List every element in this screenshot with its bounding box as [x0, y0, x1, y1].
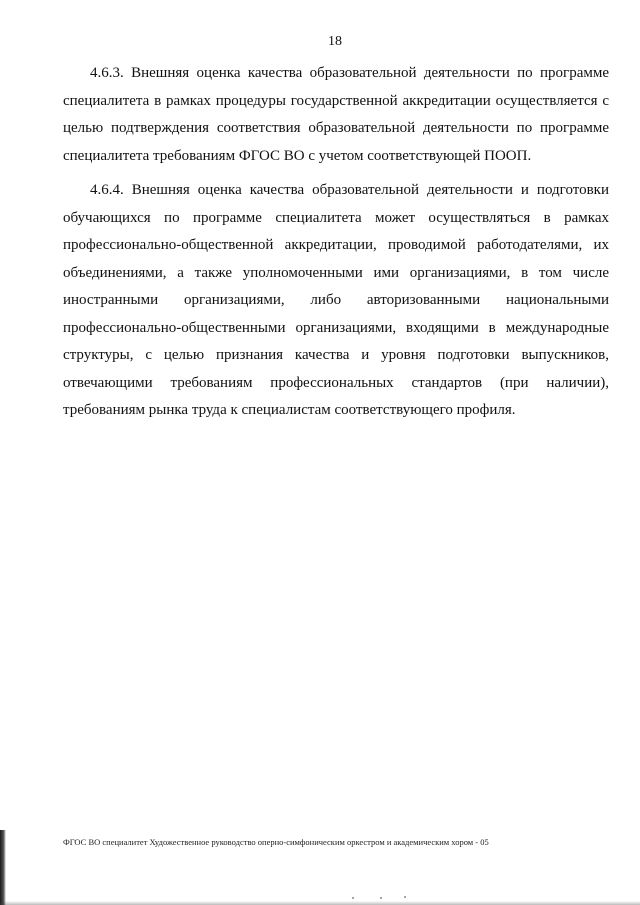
scan-edge-shadow — [0, 830, 6, 905]
scan-speck — [404, 896, 406, 898]
paragraph-4-6-4: 4.6.4. Внешняя оценка качества образовательной деятельности и подготовки обучающихся по программе специалитета может осуществляться в рамках профессионально-общественной аккредитации, проводимой работодателями, их объединениями, а также уполномоченными ими организациями, в том числе иностранными организациями, либо авторизованными национальными профессионально-общественными организациями, входящими в международные структуры, с целью признания качества и уровня подготовки выпускников, отвечающими требованиям профессиональных стандартов (при наличии), требованиям рынка труда к специалистам соответствующего профиля. — [63, 182, 609, 418]
document-body — [63, 60, 609, 425]
scan-speck — [380, 897, 382, 899]
page-number: 18 — [328, 34, 342, 49]
page-footer: ФГОС ВО специалитет Художественное руководство оперно-симфоническим оркестром и академическим хором - 05 — [63, 837, 489, 847]
scan-bottom-edge — [0, 901, 640, 905]
paragraph-4-6-3: 4.6.3. Внешняя оценка качества образовательной деятельности по программе специалитета в рамках процедуры государственной аккредитации осуществляется с целью подтверждения соответствия образовательной деятельности по программе специалитета требованиям ФГОС ВО с учетом соответствующей ПООП. — [63, 65, 609, 164]
scan-speck — [352, 897, 354, 899]
